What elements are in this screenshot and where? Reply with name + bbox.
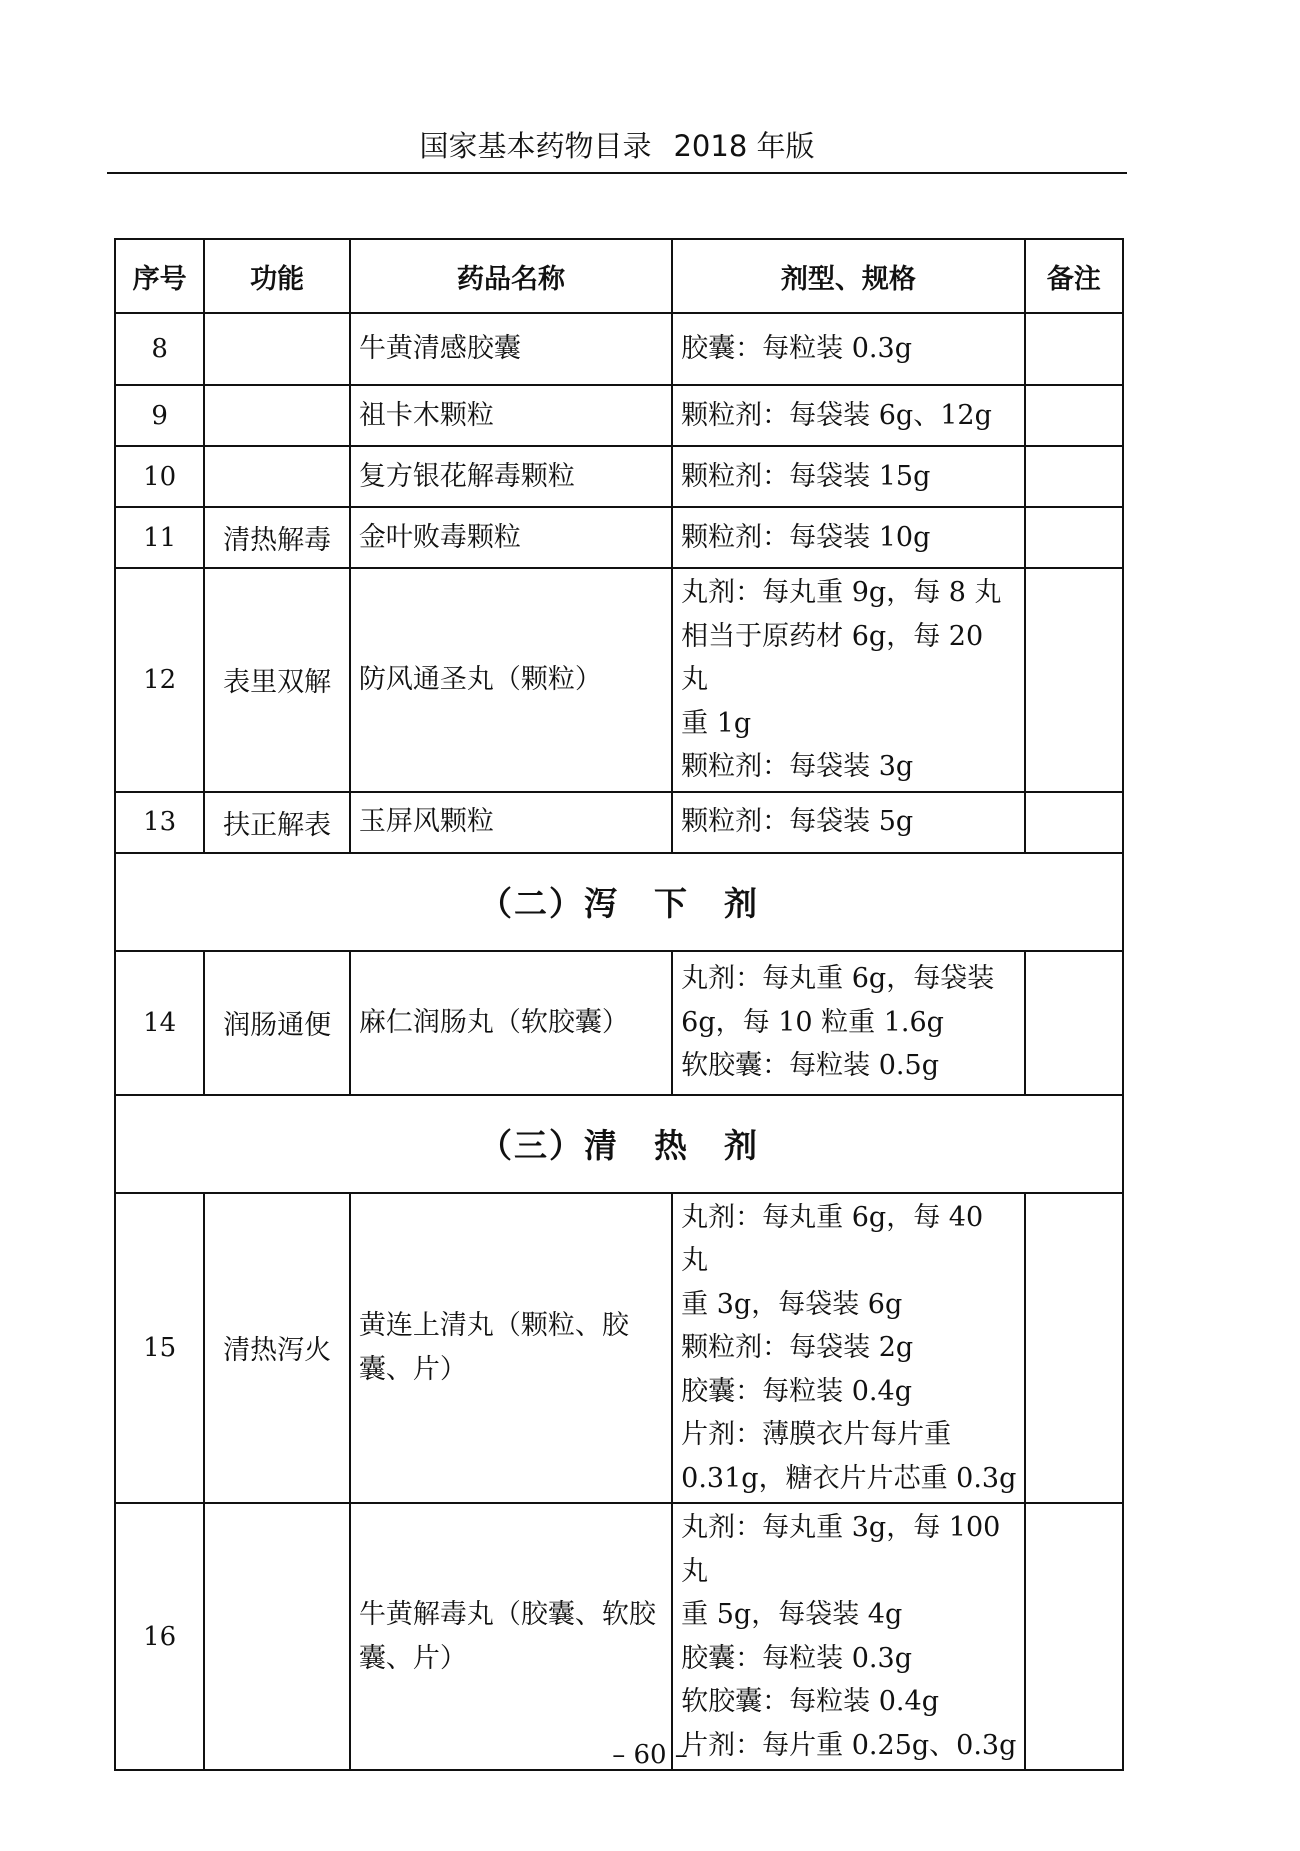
section-heading-heat-clearing: （三）清 热 剂 <box>115 1095 1123 1193</box>
row-remark <box>1025 792 1123 853</box>
row-no: 8 <box>115 313 204 385</box>
spec-line: 颗粒剂：每袋装 5g <box>681 806 914 838</box>
row-drug-name: 牛黄解毒丸（胶囊、软胶囊、片） <box>350 1503 672 1770</box>
row-function <box>204 385 350 446</box>
row-no: 10 <box>115 446 204 507</box>
row-drug-name: 麻仁润肠丸（软胶囊） <box>350 951 672 1095</box>
spec-line: 片剂：薄膜衣片每片重 <box>681 1419 952 1450</box>
spec-line: 丸剂：每丸重 6g，每 40 丸 <box>681 1201 984 1276</box>
column-header-drug-name: 药品名称 <box>350 239 672 313</box>
row-remark <box>1025 1503 1123 1770</box>
spec-line: 颗粒剂：每袋装 15g <box>681 460 931 492</box>
row-remark <box>1025 313 1123 385</box>
row-drug-name: 防风通圣丸（颗粒） <box>350 568 672 792</box>
row-spec <box>672 951 1024 1095</box>
spec-line: 6g，每 10 粒重 1.6g <box>681 1006 944 1038</box>
row-function <box>204 446 350 507</box>
column-header-no: 序号 <box>115 239 204 313</box>
column-header-dosage-form: 剂型、规格 <box>672 239 1024 313</box>
spec-line: 丸剂：每丸重 9g，每 8 丸 <box>681 577 1002 608</box>
spec-line: 0.31g，糖衣片片芯重 0.3g <box>681 1462 1017 1494</box>
row-drug-name: 金叶败毒颗粒 <box>350 507 672 568</box>
row-spec <box>672 313 1024 385</box>
row-no: 14 <box>115 951 204 1095</box>
row-spec <box>672 568 1024 792</box>
row-no: 15 <box>115 1193 204 1504</box>
row-spec <box>672 446 1024 507</box>
spec-line: 颗粒剂：每袋装 6g、12g <box>681 399 992 431</box>
row-remark <box>1025 951 1123 1095</box>
row-drug-name: 复方银花解毒颗粒 <box>350 446 672 507</box>
table-row <box>115 507 1123 568</box>
row-remark <box>1025 385 1123 446</box>
row-remark <box>1025 507 1123 568</box>
page-number: – 60 – <box>612 1740 688 1770</box>
row-no: 12 <box>115 568 204 792</box>
row-remark <box>1025 446 1123 507</box>
document-edition: 2018 年版 <box>673 129 815 163</box>
table-row <box>115 1193 1123 1504</box>
spec-line: 颗粒剂：每袋装 3g <box>681 751 914 782</box>
table-row <box>115 446 1123 507</box>
row-function: 扶正解表 <box>204 792 350 853</box>
spec-line: 重 3g，每袋装 6g <box>681 1288 903 1320</box>
row-drug-name: 祖卡木颗粒 <box>350 385 672 446</box>
row-drug-name: 黄连上清丸（颗粒、胶囊、片） <box>350 1193 672 1504</box>
spec-line: 软胶囊：每粒装 0.4g <box>681 1686 939 1717</box>
section-heading-row <box>115 1095 1123 1193</box>
spec-line: 丸剂：每丸重 3g，每 100 丸 <box>681 1512 1001 1587</box>
section-heading-purgative: （二）泻 下 剂 <box>115 853 1123 951</box>
row-function <box>204 313 350 385</box>
spec-line: 颗粒剂：每袋装 10g <box>681 521 931 553</box>
column-header-remark: 备注 <box>1025 239 1123 313</box>
table-row <box>115 313 1123 385</box>
row-spec <box>672 385 1024 446</box>
spec-line: 胶囊：每粒装 0.3g <box>681 333 912 365</box>
row-no: 13 <box>115 792 204 853</box>
document-title: 国家基本药物目录 <box>419 129 652 163</box>
row-drug-name: 玉屏风颗粒 <box>350 792 672 853</box>
spec-line: 颗粒剂：每袋装 2g <box>681 1332 914 1363</box>
drug-table <box>114 238 1124 1771</box>
table-row <box>115 385 1123 446</box>
row-no: 9 <box>115 385 204 446</box>
table-row <box>115 568 1123 792</box>
row-spec <box>672 792 1024 853</box>
row-function: 清热解毒 <box>204 507 350 568</box>
column-header-function: 功能 <box>204 239 350 313</box>
table-row <box>115 1503 1123 1770</box>
spec-line: 胶囊：每粒装 0.4g <box>681 1375 912 1407</box>
spec-line: 丸剂：每丸重 6g，每袋装 <box>681 963 995 995</box>
row-spec <box>672 507 1024 568</box>
section-heading-row <box>115 853 1123 951</box>
spec-line: 胶囊：每粒装 0.3g <box>681 1642 912 1674</box>
spec-line: 重 1g <box>681 707 752 739</box>
row-function: 表里双解 <box>204 568 350 792</box>
spec-line: 软胶囊：每粒装 0.5g <box>681 1050 939 1082</box>
row-remark <box>1025 568 1123 792</box>
row-spec <box>672 1193 1024 1504</box>
row-function: 润肠通便 <box>204 951 350 1095</box>
row-drug-name: 牛黄清感胶囊 <box>350 313 672 385</box>
row-spec <box>672 1503 1024 1770</box>
row-remark <box>1025 1193 1123 1504</box>
table-row <box>115 951 1123 1095</box>
table-row <box>115 792 1123 853</box>
spec-line: 相当于原药材 6g，每 20 丸 <box>681 620 984 695</box>
row-no: 16 <box>115 1503 204 1770</box>
row-function <box>204 1503 350 1770</box>
row-function: 清热泻火 <box>204 1193 350 1504</box>
spec-line: 片剂：每片重 0.25g、0.3g <box>681 1729 1017 1761</box>
page-header <box>107 120 1127 174</box>
table-header-row <box>115 239 1123 313</box>
spec-line: 重 5g，每袋装 4g <box>681 1599 903 1630</box>
row-no: 11 <box>115 507 204 568</box>
